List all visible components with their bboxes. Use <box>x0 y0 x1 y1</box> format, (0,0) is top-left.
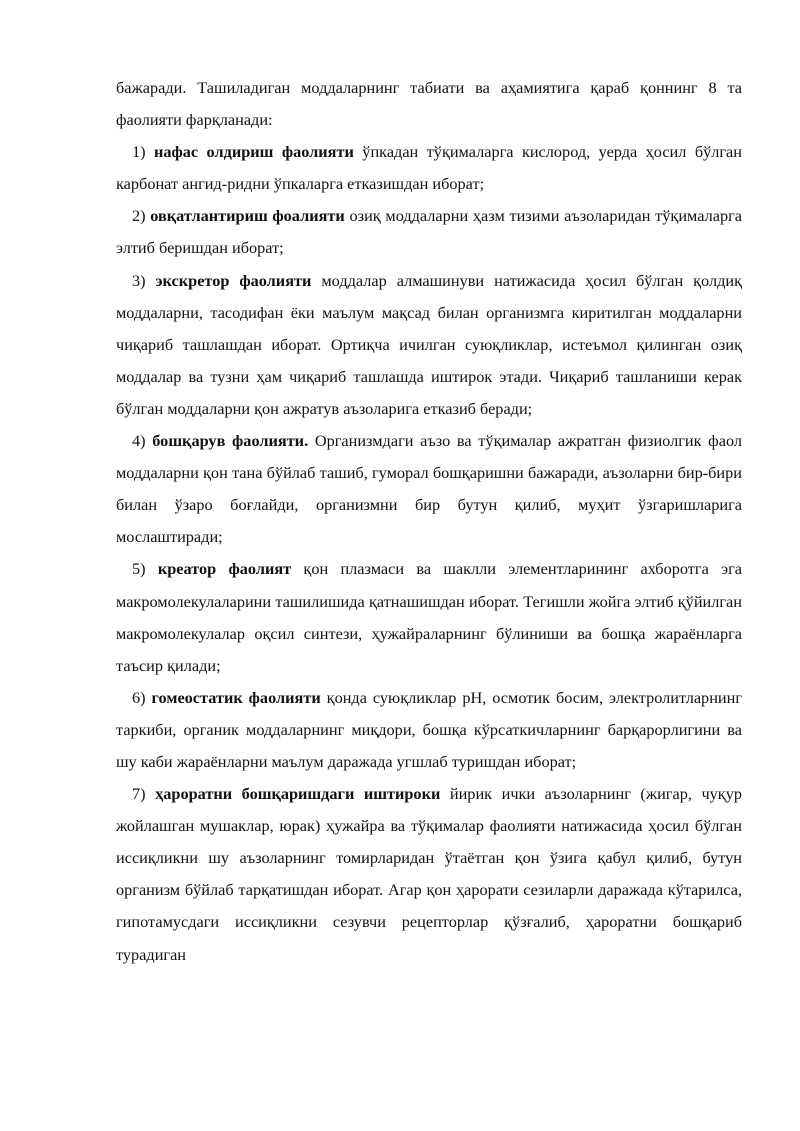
item-text: моддалар алмашинуви натижасида ҳосил бўлган қолдиқ моддаларни, тасодифан ёки маълум мақсад билан организмга киритилган моддаларни чиқариб ташлашдан иборат. Ортиқча ичилган суюқликлар, истеъмол қилинган озиқ моддалар ва тузни ҳам чиқариб ташлашда иштирок этади. Чиқариб ташланиши керак бўлган моддаларни қон ажратув аъзоларига етказиб беради; <box>116 270 742 418</box>
item-text: қонда суюқликлар рН, осмотик босим, электролитларнинг таркиби, органик моддаларнинг миқдори, бошқа кўрсаткичларнинг барқарорлигини ва шу каби жараёнларни маълум даражада угшлаб туришдан иборат; <box>116 687 743 771</box>
list-item <box>116 425 742 553</box>
item-term: гомеостатик фаолияти <box>151 687 321 707</box>
item-number: 5) <box>132 559 146 579</box>
document-body <box>116 72 742 971</box>
item-number: 7) <box>132 784 146 804</box>
item-term: бошқарув фаолияти. <box>152 431 309 451</box>
item-text: йирик ички аъзоларнинг (жигар, чуқур жойлашган мушаклар, юрак) ҳужайра ва тўқималар фаолияти натижасида ҳосил бўлган иссиқликни шу аъзоларнинг томирларидан ўтаётган қон ўзига қабул қилиб, бутун организм бўйлаб тарқатишдан иборат. Агар қон ҳарорати сезиларли даражада кўтарилса, гипотамусдаги иссиқликни сезувчи рецепторлар қўзғалиб, ҳароратни бошқариб турадиган <box>116 784 742 964</box>
item-number: 6) <box>132 687 146 707</box>
list-item <box>116 553 742 681</box>
item-number: 4) <box>132 431 146 451</box>
item-text: Организмдаги аъзо ва тўқималар ажратган физиолгик фаол моддаларни қон тана бўйлаб ташиб, гуморал бошқаришни бажаради, аъзоларни бир-бири билан ўзаро боғлайди, организмни бир бутун қилиб, муҳит ўзгаришларига мослаштиради; <box>116 431 743 547</box>
item-term: экскретор фаолияти <box>155 270 312 290</box>
item-term: ҳароратни бошқаришдаги иштироки <box>155 784 441 804</box>
item-number: 2) <box>132 206 146 226</box>
list-item <box>116 778 742 971</box>
list-item <box>116 265 742 425</box>
item-number: 1) <box>132 142 146 162</box>
item-number: 3) <box>132 270 146 290</box>
list-item <box>116 682 742 778</box>
item-term: овқатлантириш фоалияти <box>150 206 345 226</box>
item-term: креатор фаолият <box>157 559 292 579</box>
list-item <box>116 136 742 200</box>
item-text: қон плазмаси ва шаклли элементларининг ахборотга эга макромолекулаларини ташилишида қатнашишдан иборат. Тегишли жойга элтиб қўйилган макромолекулалар оқсил синтези, ҳужайраларнинг бўлиниши ва бошқа жараёнларга таъсир қилади; <box>116 559 742 675</box>
intro-paragraph: бажаради. Ташиладиган моддаларнинг табиати ва аҳамиятига қараб қоннинг 8 та фаолияти фарқланади: <box>116 78 742 130</box>
item-text: ўпкадан тўқималарга кислород, уерда ҳосил бўлган карбонат ангид-ридни ўпкаларга етказишдан иборат; <box>116 142 742 194</box>
list-item <box>116 200 742 264</box>
item-text: озиқ моддаларни ҳазм тизими аъзоларидан тўқималарга элтиб беришдан иборат; <box>116 206 743 258</box>
item-term: нафас олдириш фаолияти <box>153 142 354 162</box>
